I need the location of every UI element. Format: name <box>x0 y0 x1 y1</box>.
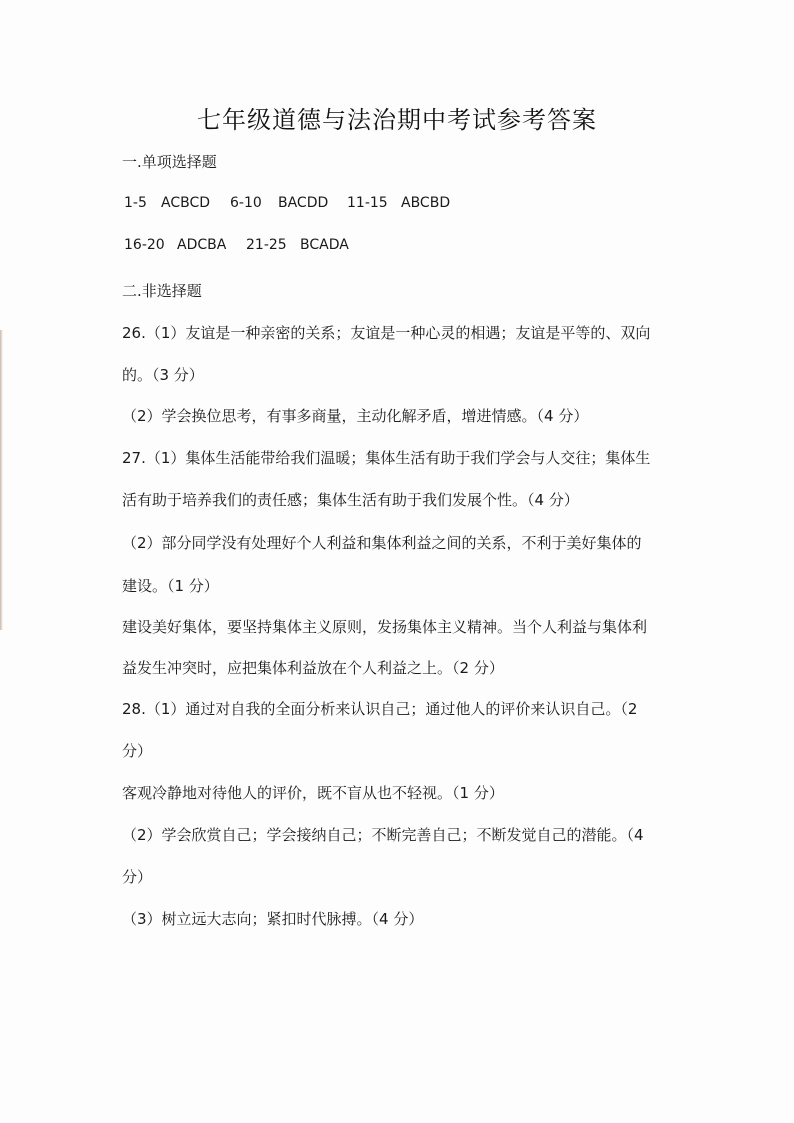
answer-line: 分） <box>122 868 153 886</box>
answer-letters: BACDD <box>278 195 329 211</box>
answer-range: 11-15 <box>347 195 388 211</box>
answer-line: （3）树立远大志向；紧扣时代脉搏。（4 分） <box>122 910 424 928</box>
answer-line: 的。（3 分） <box>122 366 204 384</box>
scan-edge-shadow <box>0 330 3 630</box>
answer-range: 1-5 <box>124 195 147 211</box>
answer-line: （2）部分同学没有处理好个人利益和集体利益之间的关系，不利于美好集体的 <box>122 534 642 552</box>
answer-letters: ADCBA <box>177 237 227 253</box>
answer-letters: ACBCD <box>161 195 211 211</box>
answer-line: 26.（1）友谊是一种亲密的关系；友谊是一种心灵的相遇；友谊是平等的、双向 <box>122 324 651 342</box>
section-heading-non-choice: 二.非选择题 <box>122 282 202 300</box>
answer-line: 活有助于培养我们的责任感；集体生活有助于我们发展个性。（4 分） <box>122 491 579 509</box>
answer-line: 建设美好集体，要坚持集体主义原则，发扬集体主义精神。当个人利益与集体利 <box>122 618 648 636</box>
answer-line: 分） <box>122 742 153 760</box>
answer-line: 28.（1）通过对自我的全面分析来认识自己；通过他人的评价来认识自己。（2 <box>122 700 638 718</box>
answer-letters: BCADA <box>300 237 349 253</box>
answer-range: 16-20 <box>124 237 165 253</box>
answer-range: 21-25 <box>246 237 287 253</box>
section-heading-single-choice: 一.单项选择题 <box>122 153 217 171</box>
answer-line: （2）学会换位思考，有事多商量，主动化解矛盾，增进情感。（4 分） <box>122 407 589 425</box>
answer-line: 建设。（1 分） <box>122 577 219 595</box>
answer-line: 27.（1）集体生活能带给我们温暖；集体生活有助于我们学会与人交往；集体生 <box>122 449 651 467</box>
answer-range: 6-10 <box>230 195 262 211</box>
answer-letters: ABCBD <box>401 195 451 211</box>
page-title: 七年级道德与法治期中考试参考答案 <box>197 106 597 134</box>
answer-line: （2）学会欣赏自己；学会接纳自己；不断完善自己；不断发觉自己的潜能。（4 <box>122 826 644 844</box>
answer-line: 益发生冲突时，应把集体利益放在个人利益之上。（2 分） <box>122 659 504 677</box>
answer-line: 客观冷静地对待他人的评价，既不盲从也不轻视。（1 分） <box>122 784 504 802</box>
